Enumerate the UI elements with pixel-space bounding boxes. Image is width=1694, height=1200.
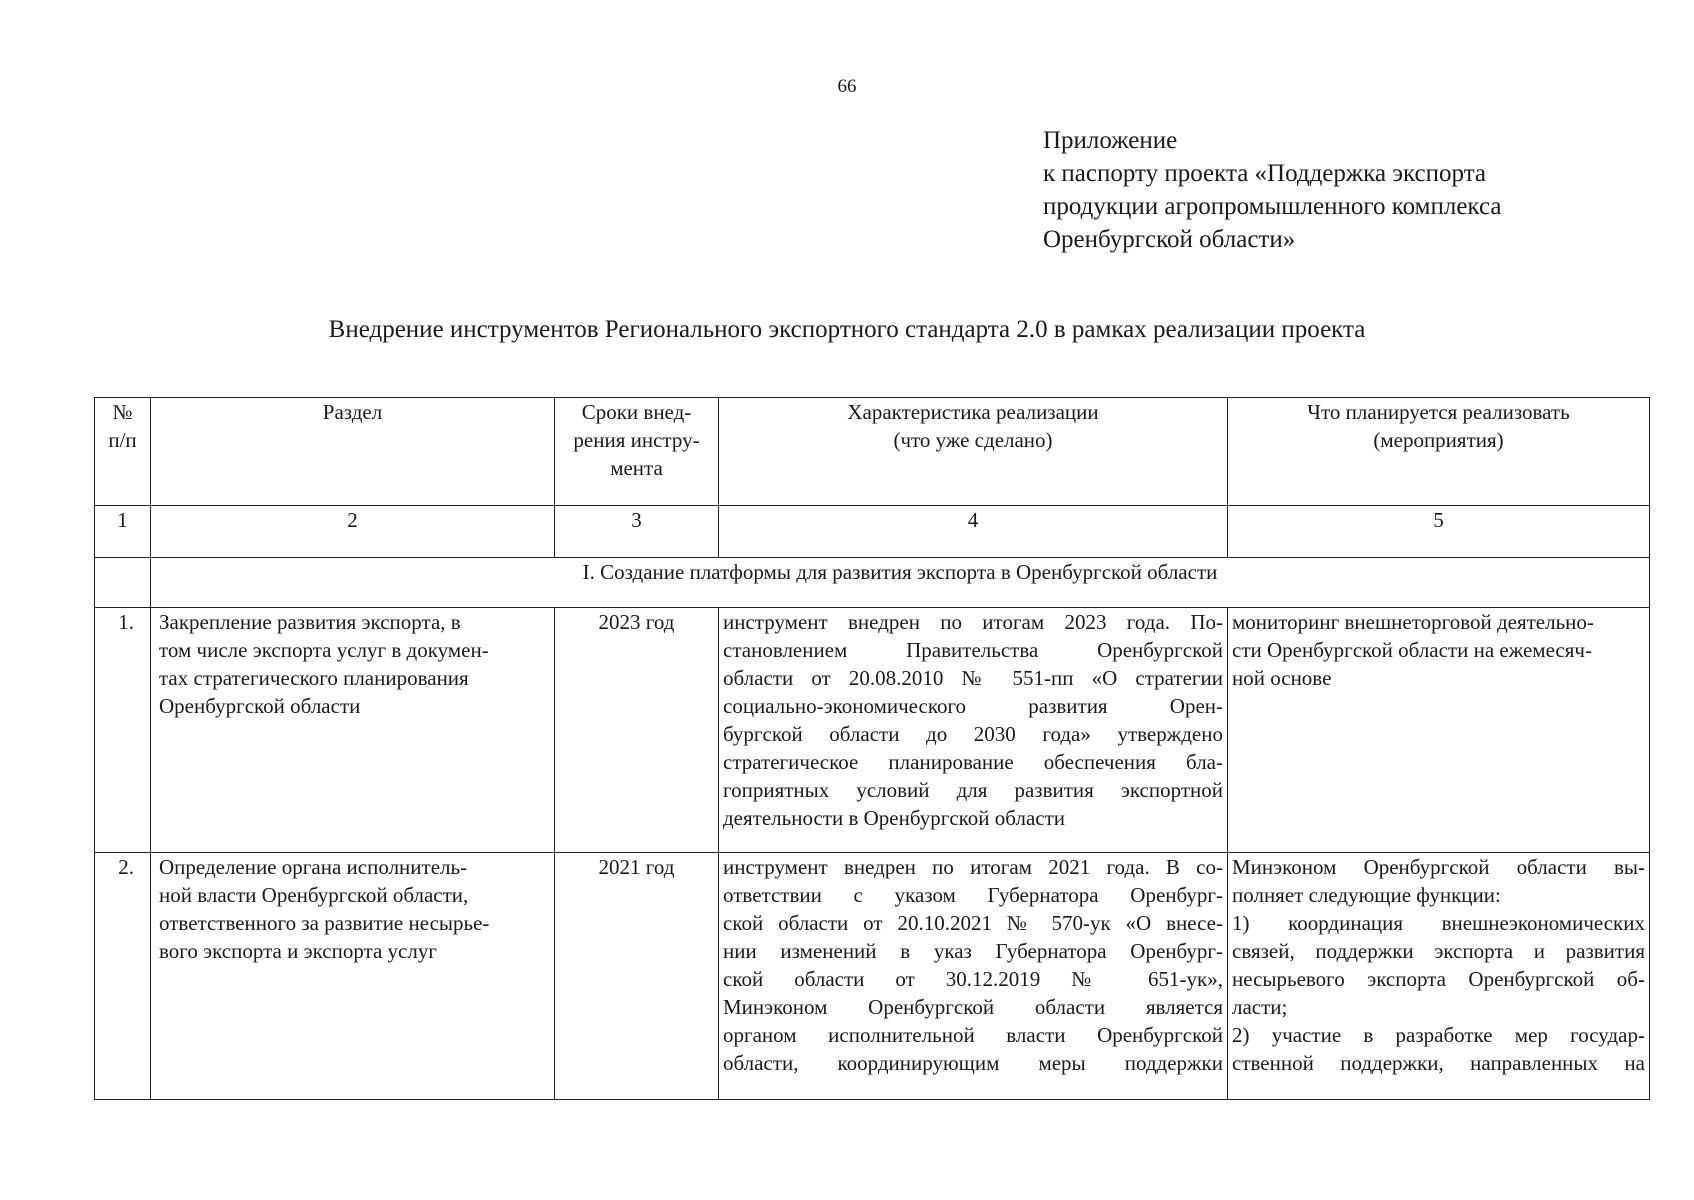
section-row [95,558,1650,608]
column-number: 1 [95,506,151,558]
row-section: Определение органа исполнитель- ной власти Оренбургской области, ответственного за развитие несырье- вого экспорта и экспорта услуг [151,853,555,1100]
page-number: 66 [837,76,857,97]
table-row [95,608,1650,853]
header-cell-done: Характеристика реализации (что уже сделано) [719,398,1228,506]
appendix-line: Приложение [1043,127,1178,154]
row-done: инструмент внедрен по итогам 2021 года. В со- ответствии с указом Губернатора Оренбург- ской области от 20.10.2021 № 570-ук «О внесе- нии изменений в указ Губернатора Оренбург- ской области от 30.12.2019 № 651-ук», Минэконом Оренбургской области является органом исполнительной власти Оренбургской области, координирующим меры поддержки [719,853,1228,1100]
export-standard-table [94,397,1650,1100]
section-title: I. Создание платформы для развития экспорта в Оренбургской области [151,558,1650,608]
column-number-row [95,506,1650,558]
header-cell-planned: Что планируется реализовать (мероприятия) [1228,398,1650,506]
row-planned: мониторинг внешнеторговой деятельно- сти Оренбургской области на ежемесяч- ной основе [1228,608,1650,853]
appendix-line: Оренбургской области» [1043,226,1296,253]
header-cell-section: Раздел [151,398,555,506]
appendix-block [1043,124,1501,256]
row-period: 2023 год [555,608,719,853]
row-period: 2021 год [555,853,719,1100]
row-done: инструмент внедрен по итогам 2023 года. По- становлением Правительства Оренбургской области от 20.08.2010 № 551-пп «О стратегии социально-экономического развития Орен- бургской области до 2030 года» утверждено стратегическое планирование обеспечения бла- гоприятных условий для развития экспортной деятельности в Оренбургской области [719,608,1228,853]
row-number: 2. [95,853,151,1100]
section-empty-cell [95,558,151,608]
table-row [95,853,1650,1100]
row-number: 1. [95,608,151,853]
column-number: 2 [151,506,555,558]
header-cell-period: Сроки внед- рения инстру- мента [555,398,719,506]
column-number: 4 [719,506,1228,558]
header-row [95,398,1650,506]
row-planned: Минэконом Оренбургской области вы- полняет следующие функции: 1) координация внешнеэкономических связей, поддержки экспорта и развития несырьевого экспорта Оренбургской об- ласти; 2) участие в разработке мер государ- ственной поддержки, направленных на [1228,853,1650,1100]
row-section: Закрепление развития экспорта, в том числе экспорта услуг в докумен- тах стратегического планирования Оренбургской области [151,608,555,853]
appendix-line: продукции агропромышленного комплекса [1043,193,1502,220]
header-cell-number: № п/п [95,398,151,506]
document-title: Внедрение инструментов Регионального экспортного стандарта 2.0 в рамках реализации проекта [328,316,1366,343]
appendix-line: к паспорту проекта «Поддержка экспорта [1043,160,1487,187]
column-number: 3 [555,506,719,558]
column-number: 5 [1228,506,1650,558]
